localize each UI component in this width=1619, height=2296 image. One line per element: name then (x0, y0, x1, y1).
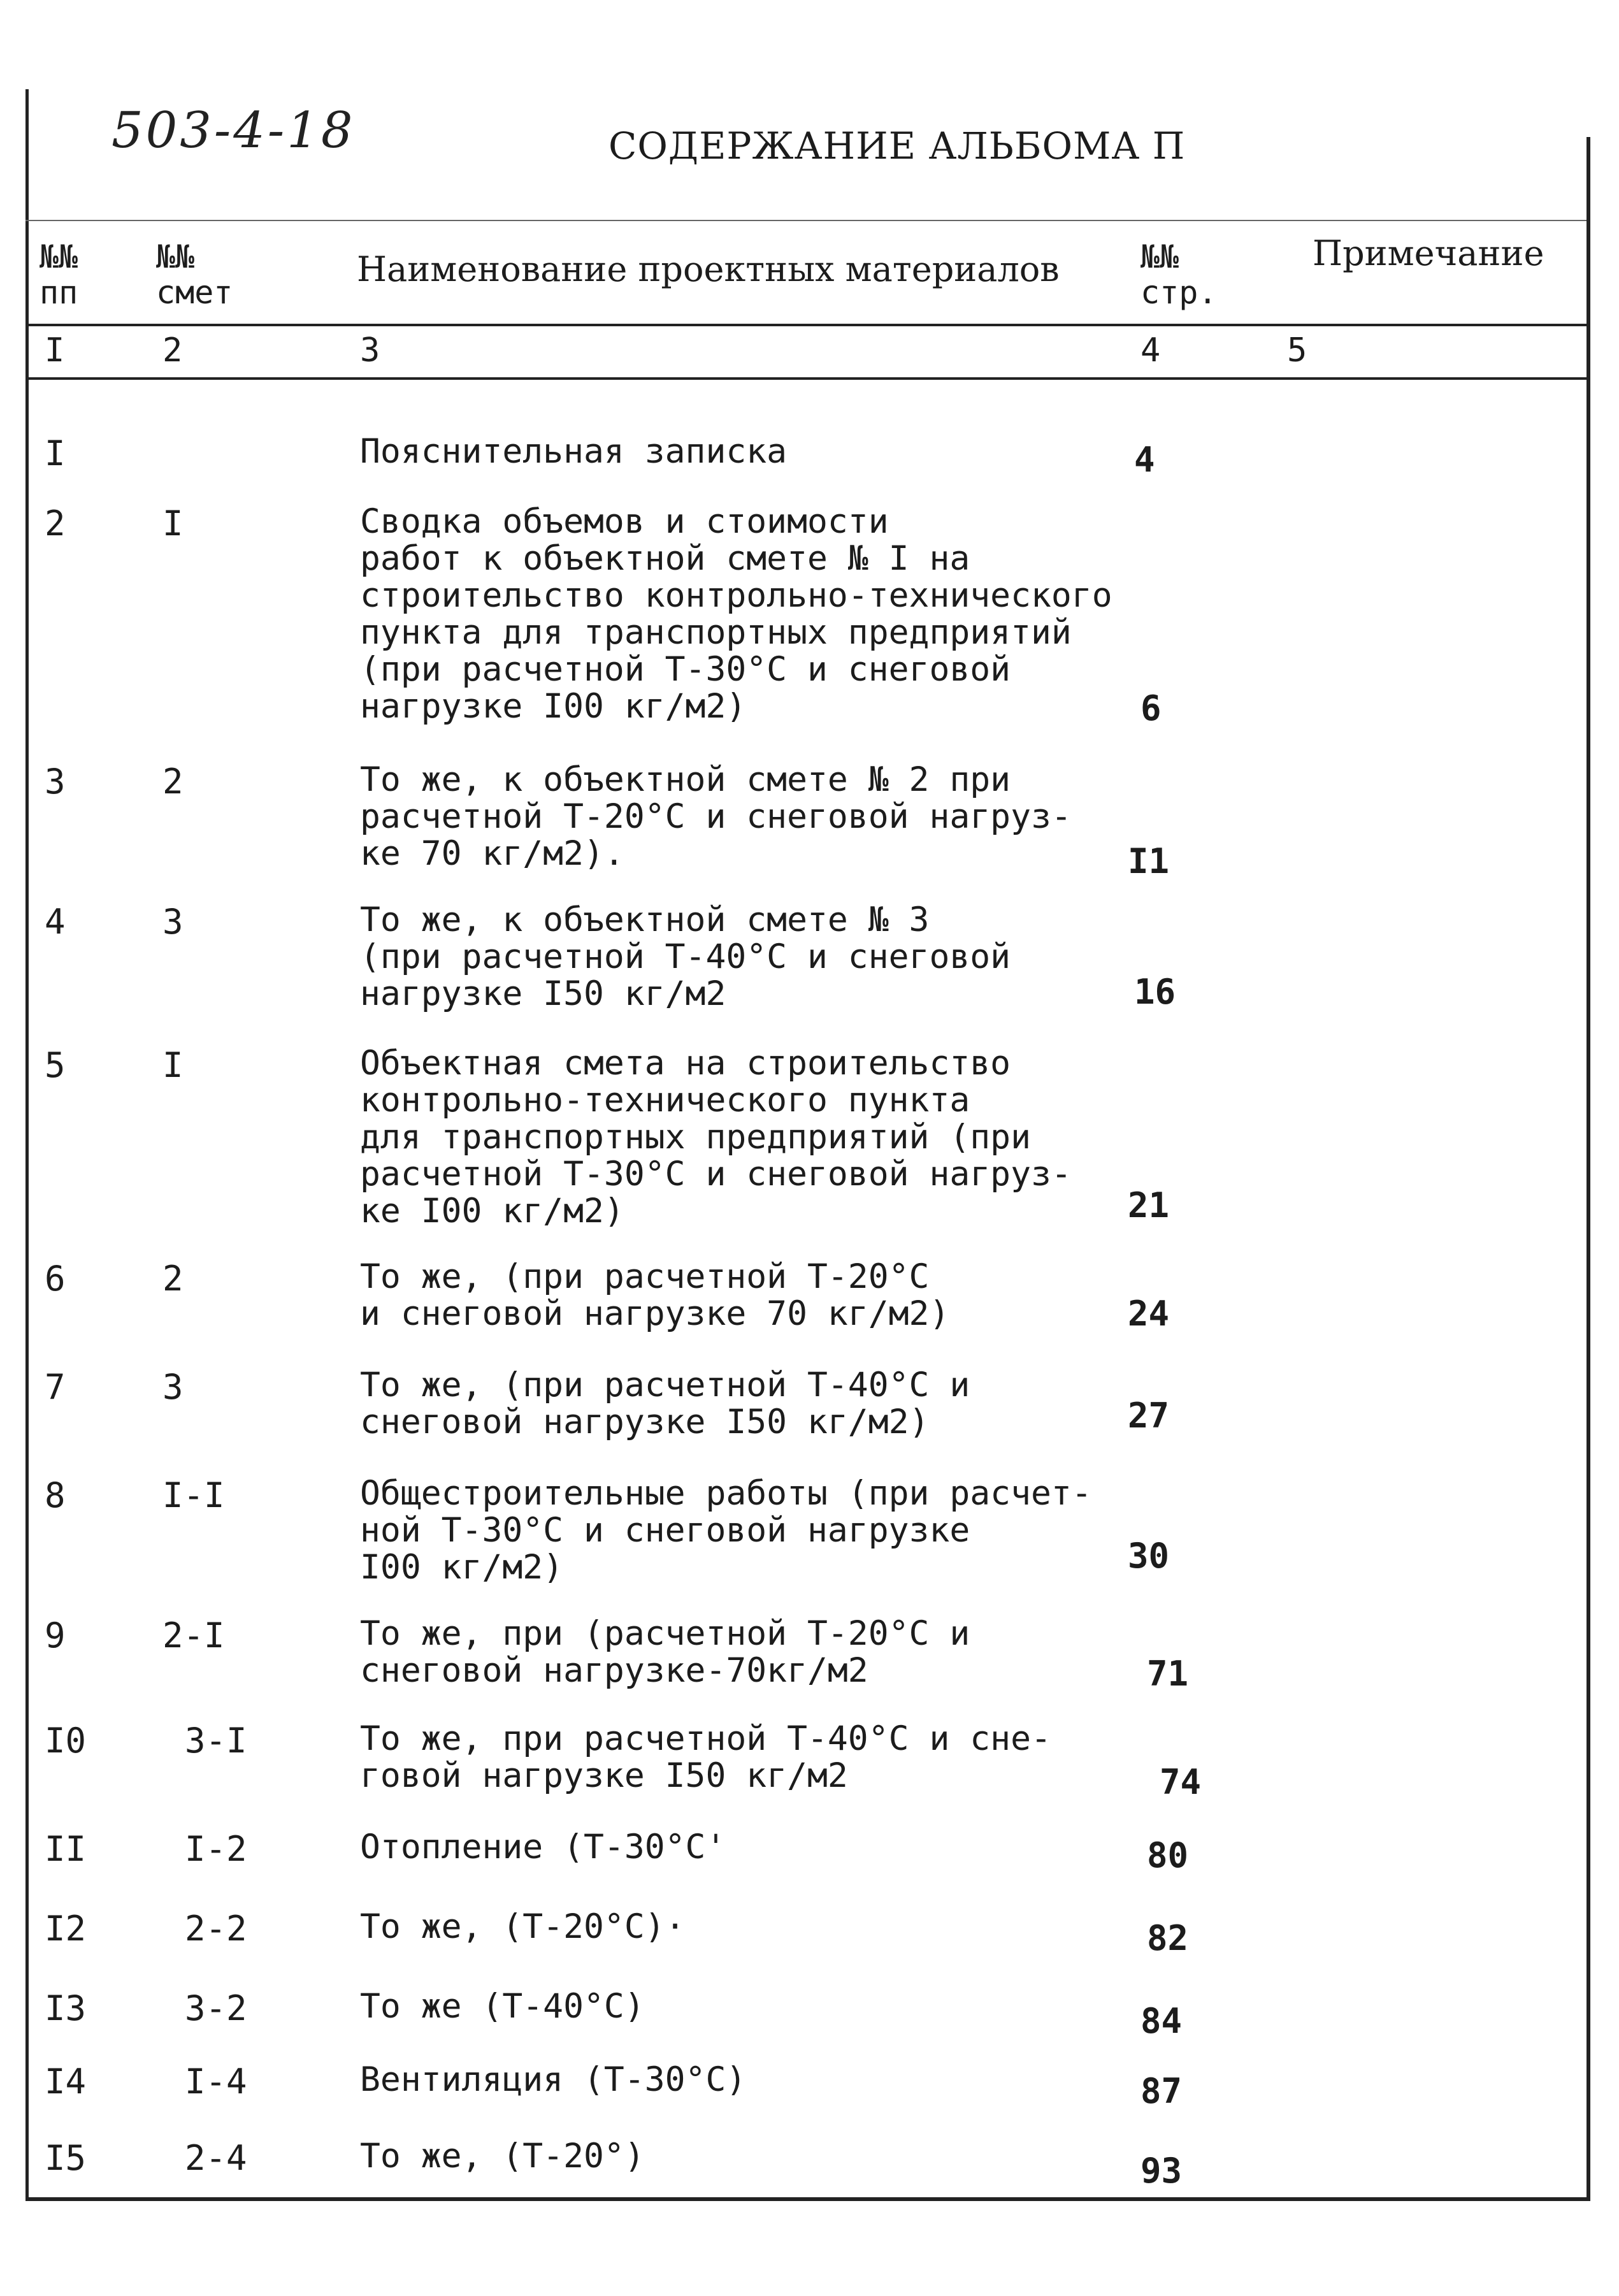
row-estimate: I-I (162, 1475, 225, 1515)
column-number-4: 4 (1140, 331, 1161, 370)
row-number: 5 (45, 1045, 66, 1085)
row-page: 6 (1140, 688, 1162, 728)
row-title: То же, (при расчетной Т-20°С и снеговой нагрузке 70 кг/м2) (360, 1257, 950, 1333)
row-title: Отопление (Т-30°С' (360, 1828, 726, 1866)
left-border (25, 89, 29, 2199)
row-number: I3 (45, 1988, 87, 2028)
column-number-rule (25, 377, 1587, 380)
column-number-2: 2 (162, 331, 183, 370)
row-title: Общестроительные работы (при расчет- ной Т-30°С и снеговой нагрузке I00 кг/м2) (360, 1474, 1092, 1587)
header-page: №№ стр. (1140, 238, 1218, 311)
column-number-1: I (45, 331, 65, 370)
row-page: 80 (1147, 1835, 1189, 1875)
bottom-border (25, 2197, 1590, 2201)
row-number: I4 (45, 2061, 87, 2102)
row-number: 6 (45, 1259, 66, 1299)
row-title: То же, при (расчетной Т-20°С и снеговой нагрузке-70кг/м2 (360, 1614, 970, 1690)
row-page: 30 (1128, 1536, 1170, 1576)
row-title: То же (Т-40°С) (360, 1987, 645, 2026)
row-number: I5 (45, 2138, 87, 2178)
document-code: 503-4-18 (112, 102, 356, 159)
row-title: Сводка объемов и стоимости работ к объектной смете № I на строительство контрольно-технического пункта для транспортных предприятий (при расчетной Т-30°С и снеговой нагрузке I00 кг/м2) (360, 502, 1112, 726)
header-top-rule (25, 220, 1587, 221)
row-estimate: I (162, 503, 183, 544)
row-estimate: 2 (162, 1259, 183, 1299)
row-page: I1 (1128, 841, 1170, 881)
header-estimate: №№ смет (156, 238, 233, 311)
row-title: То же, при расчетной Т-40°С и сне- говой нагрузке I50 кг/м2 (360, 1719, 1051, 1795)
row-title: То же, (Т-20°) (360, 2137, 645, 2176)
header-bottom-rule (25, 324, 1587, 326)
row-page: 87 (1140, 2071, 1183, 2111)
row-number: I2 (45, 1909, 87, 1949)
row-number: 4 (45, 902, 66, 942)
row-title: Объектная смета на строительство контрольно-технического пункта для транспортных предприятий (при расчетной Т-30°С и снеговой нагруз- ке I00 кг/м2) (360, 1044, 1072, 1231)
header-name: Наименование проектных материалов (357, 249, 1060, 289)
row-number: I (45, 433, 66, 473)
row-number: 2 (45, 503, 66, 544)
row-estimate: 2-2 (185, 1909, 247, 1949)
row-estimate: I-2 (185, 1829, 247, 1869)
row-page: 82 (1147, 1918, 1189, 1958)
row-title: То же, (Т-20°С)· (360, 1907, 686, 1946)
row-estimate: 2-4 (185, 2138, 247, 2178)
row-estimate: 3-2 (185, 1988, 247, 2028)
row-title: Вентиляция (Т-30°С) (360, 2060, 747, 2099)
column-number-3: 3 (360, 331, 380, 370)
row-page: 27 (1128, 1396, 1170, 1436)
row-estimate: I (162, 1045, 183, 1085)
row-estimate: 3-I (185, 1721, 247, 1761)
row-estimate: 3 (162, 902, 183, 942)
row-estimate: 2 (162, 762, 183, 802)
row-number: 7 (45, 1367, 66, 1407)
row-page: 74 (1160, 1762, 1202, 1802)
row-page: 71 (1147, 1654, 1189, 1694)
row-number: II (45, 1829, 87, 1869)
row-title: Пояснительная записка (360, 432, 788, 471)
document-title: СОДЕРЖАНИЕ АЛЬБОМА П (608, 124, 1186, 168)
row-page: 16 (1134, 972, 1176, 1012)
right-border (1587, 137, 1590, 2199)
row-page: 93 (1140, 2151, 1183, 2191)
column-number-5: 5 (1287, 331, 1307, 370)
row-title: То же, к объектной смете № 2 при расчетной Т-20°С и снеговой нагруз- ке 70 кг/м2). (360, 760, 1072, 873)
row-number: 8 (45, 1475, 66, 1515)
row-number: 9 (45, 1615, 66, 1656)
row-page: 4 (1134, 440, 1155, 480)
row-estimate: I-4 (185, 2061, 247, 2102)
row-page: 24 (1128, 1294, 1170, 1334)
row-number: 3 (45, 762, 66, 802)
row-title: То же, к объектной смете № 3 (при расчетной Т-40°С и снеговой нагрузке I50 кг/м2 (360, 900, 1011, 1013)
row-page: 84 (1140, 2001, 1183, 2041)
row-page: 21 (1128, 1185, 1170, 1225)
row-estimate: 2-I (162, 1615, 225, 1656)
header-note: Примечание (1313, 233, 1544, 273)
row-estimate: 3 (162, 1367, 183, 1407)
row-number: I0 (45, 1721, 87, 1761)
row-title: То же, (при расчетной Т-40°С и снеговой нагрузке I50 кг/м2) (360, 1366, 970, 1441)
header-no: №№ пп (40, 238, 78, 311)
